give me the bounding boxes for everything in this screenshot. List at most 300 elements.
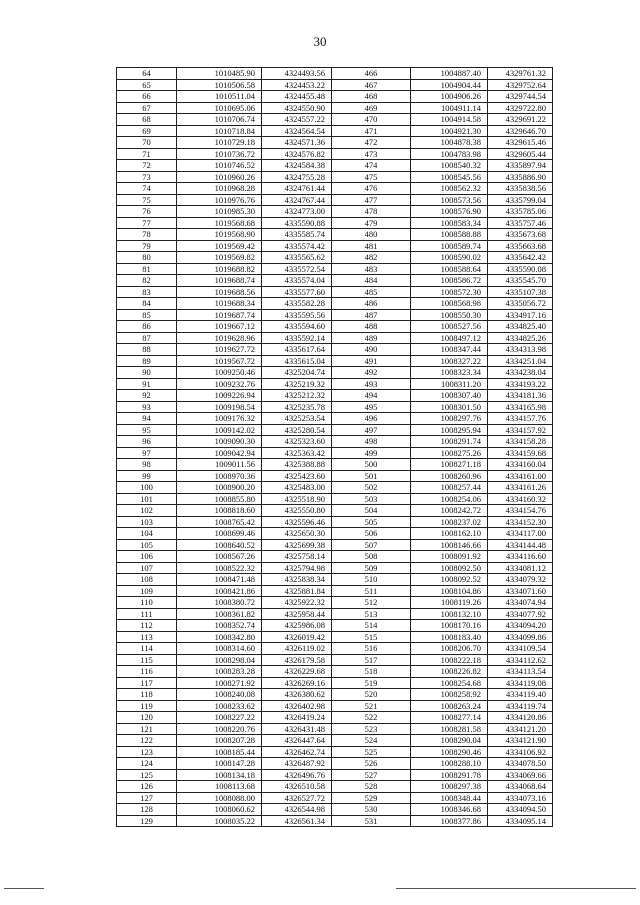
point-number-cell: 497: [332, 424, 411, 436]
x-coordinate-cell: 1019688.74: [177, 275, 262, 287]
point-number-cell: 66: [117, 91, 177, 103]
y-coordinate-cell: 4335590.88: [262, 217, 332, 229]
x-coordinate-cell: 1008699.46: [177, 528, 262, 540]
y-coordinate-cell: 4334158.28: [488, 436, 553, 448]
x-coordinate-cell: 1008471.48: [177, 574, 262, 586]
y-coordinate-cell: 4326269.16: [262, 677, 332, 689]
y-coordinate-cell: 4325388.88: [262, 459, 332, 471]
x-coordinate-cell: 1009142.02: [177, 424, 262, 436]
point-number-cell: 91: [117, 378, 177, 390]
x-coordinate-cell: 1010976.76: [177, 194, 262, 206]
x-coordinate-cell: 1010985.30: [177, 206, 262, 218]
table-row: [117, 332, 553, 344]
y-coordinate-cell: 4334119.74: [488, 700, 553, 712]
y-coordinate-cell: 4326179.58: [262, 654, 332, 666]
point-number-cell: 503: [332, 493, 411, 505]
x-coordinate-cell: 1009176.32: [177, 413, 262, 425]
y-coordinate-cell: 4325423.60: [262, 470, 332, 482]
point-number-cell: 119: [117, 700, 177, 712]
x-coordinate-cell: 1008497.12: [411, 332, 488, 344]
y-coordinate-cell: 4325794.98: [262, 562, 332, 574]
table-row: [117, 792, 553, 804]
point-number-cell: 498: [332, 436, 411, 448]
y-coordinate-cell: 4334071.60: [488, 585, 553, 597]
y-coordinate-cell: 4329722.80: [488, 102, 553, 114]
x-coordinate-cell: 1010511.04: [177, 91, 262, 103]
point-number-cell: 480: [332, 229, 411, 241]
y-coordinate-cell: 4334161.00: [488, 470, 553, 482]
y-coordinate-cell: 4324584.38: [262, 160, 332, 172]
point-number-cell: 72: [117, 160, 177, 172]
coordinates-table: [116, 67, 553, 827]
point-number-cell: 512: [332, 597, 411, 609]
y-coordinate-cell: 4334160.04: [488, 459, 553, 471]
table-row: [117, 171, 553, 183]
x-coordinate-cell: 1008348.44: [411, 792, 488, 804]
y-coordinate-cell: 4335673.68: [488, 229, 553, 241]
table-row: [117, 367, 553, 379]
table-row: [117, 482, 553, 494]
point-number-cell: 71: [117, 148, 177, 160]
y-coordinate-cell: 4326527.72: [262, 792, 332, 804]
y-coordinate-cell: 4334079.32: [488, 574, 553, 586]
point-number-cell: 84: [117, 298, 177, 310]
x-coordinate-cell: 1019568.90: [177, 229, 262, 241]
y-coordinate-cell: 4334073.16: [488, 792, 553, 804]
point-number-cell: 116: [117, 666, 177, 678]
point-number-cell: 523: [332, 723, 411, 735]
table-row: [117, 677, 553, 689]
x-coordinate-cell: 1008327.22: [411, 355, 488, 367]
x-coordinate-cell: 1008185.44: [177, 746, 262, 758]
x-coordinate-cell: 1008113.68: [177, 781, 262, 793]
y-coordinate-cell: 4334160.32: [488, 493, 553, 505]
point-number-cell: 482: [332, 252, 411, 264]
point-number-cell: 526: [332, 758, 411, 770]
point-number-cell: 68: [117, 114, 177, 126]
x-coordinate-cell: 1019667.12: [177, 321, 262, 333]
x-coordinate-cell: 1008765.42: [177, 516, 262, 528]
table-row: [117, 413, 553, 425]
y-coordinate-cell: 4326229.68: [262, 666, 332, 678]
point-number-cell: 475: [332, 171, 411, 183]
y-coordinate-cell: 4334106.92: [488, 746, 553, 758]
y-coordinate-cell: 4334077.92: [488, 608, 553, 620]
x-coordinate-cell: 1008271.92: [177, 677, 262, 689]
y-coordinate-cell: 4335107.38: [488, 286, 553, 298]
y-coordinate-cell: 4325219.32: [262, 378, 332, 390]
point-number-cell: 513: [332, 608, 411, 620]
y-coordinate-cell: 4326402.98: [262, 700, 332, 712]
x-coordinate-cell: 1008242.72: [411, 505, 488, 517]
table-row: [117, 240, 553, 252]
x-coordinate-cell: 1008283.28: [177, 666, 262, 678]
point-number-cell: 520: [332, 689, 411, 701]
y-coordinate-cell: 4334120.86: [488, 712, 553, 724]
y-coordinate-cell: 4335572.54: [262, 263, 332, 275]
point-number-cell: 501: [332, 470, 411, 482]
y-coordinate-cell: 4324493.56: [262, 68, 332, 80]
x-coordinate-cell: 1008576.90: [411, 206, 488, 218]
y-coordinate-cell: 4335582.28: [262, 298, 332, 310]
table-row: [117, 585, 553, 597]
point-number-cell: 474: [332, 160, 411, 172]
point-number-cell: 479: [332, 217, 411, 229]
point-number-cell: 486: [332, 298, 411, 310]
y-coordinate-cell: 4324755.28: [262, 171, 332, 183]
x-coordinate-cell: 1009198.54: [177, 401, 262, 413]
x-coordinate-cell: 1008295.94: [411, 424, 488, 436]
table-row: [117, 746, 553, 758]
point-number-cell: 69: [117, 125, 177, 137]
y-coordinate-cell: 4334081.12: [488, 562, 553, 574]
point-number-cell: 70: [117, 137, 177, 149]
x-coordinate-cell: 1008352.74: [177, 620, 262, 632]
x-coordinate-cell: 1019688.56: [177, 286, 262, 298]
table-row: [117, 194, 553, 206]
x-coordinate-cell: 1019567.72: [177, 355, 262, 367]
y-coordinate-cell: 4326496.76: [262, 769, 332, 781]
point-number-cell: 496: [332, 413, 411, 425]
point-number-cell: 477: [332, 194, 411, 206]
x-coordinate-cell: 1010706.74: [177, 114, 262, 126]
x-coordinate-cell: 1009226.94: [177, 390, 262, 402]
x-coordinate-cell: 1008258.92: [411, 689, 488, 701]
point-number-cell: 484: [332, 275, 411, 287]
point-number-cell: 65: [117, 79, 177, 91]
y-coordinate-cell: 4334119.08: [488, 677, 553, 689]
y-coordinate-cell: 4334109.54: [488, 643, 553, 655]
point-number-cell: 527: [332, 769, 411, 781]
table-row: [117, 252, 553, 264]
point-number-cell: 476: [332, 183, 411, 195]
y-coordinate-cell: 4329761.32: [488, 68, 553, 80]
x-coordinate-cell: 1008298.04: [177, 654, 262, 666]
x-coordinate-cell: 1008590.02: [411, 252, 488, 264]
x-coordinate-cell: 1008092.50: [411, 562, 488, 574]
table-row: [117, 769, 553, 781]
point-number-cell: 514: [332, 620, 411, 632]
y-coordinate-cell: 4326544.98: [262, 804, 332, 816]
point-number-cell: 114: [117, 643, 177, 655]
page-number: 30: [313, 34, 327, 49]
point-number-cell: 87: [117, 332, 177, 344]
point-number-cell: 106: [117, 551, 177, 563]
x-coordinate-cell: 1008855.80: [177, 493, 262, 505]
x-coordinate-cell: 1004783.98: [411, 148, 488, 160]
point-number-cell: 82: [117, 275, 177, 287]
x-coordinate-cell: 1019688.82: [177, 263, 262, 275]
point-number-cell: 88: [117, 344, 177, 356]
table-row: [117, 735, 553, 747]
y-coordinate-cell: 4334074.94: [488, 597, 553, 609]
point-number-cell: 94: [117, 413, 177, 425]
point-number-cell: 85: [117, 309, 177, 321]
table-row: [117, 436, 553, 448]
point-number-cell: 92: [117, 390, 177, 402]
y-coordinate-cell: 4335594.60: [262, 321, 332, 333]
y-coordinate-cell: 4324550.90: [262, 102, 332, 114]
table-row: [117, 562, 553, 574]
y-coordinate-cell: 4326510.58: [262, 781, 332, 793]
x-coordinate-cell: 1008545.56: [411, 171, 488, 183]
y-coordinate-cell: 4325758.14: [262, 551, 332, 563]
x-coordinate-cell: 1008091.92: [411, 551, 488, 563]
x-coordinate-cell: 1019568.68: [177, 217, 262, 229]
y-coordinate-cell: 4335574.04: [262, 275, 332, 287]
y-coordinate-cell: 4335545.70: [488, 275, 553, 287]
x-coordinate-cell: 1008311.20: [411, 378, 488, 390]
table-row: [117, 68, 553, 80]
y-coordinate-cell: 4329744.54: [488, 91, 553, 103]
y-coordinate-cell: 4334094.20: [488, 620, 553, 632]
point-number-cell: 511: [332, 585, 411, 597]
x-coordinate-cell: 1008527.56: [411, 321, 488, 333]
point-number-cell: 89: [117, 355, 177, 367]
table-row: [117, 91, 553, 103]
y-coordinate-cell: 4334157.76: [488, 413, 553, 425]
table-row: [117, 505, 553, 517]
table-row: [117, 758, 553, 770]
y-coordinate-cell: 4334113.54: [488, 666, 553, 678]
x-coordinate-cell: 1008183.40: [411, 631, 488, 643]
y-coordinate-cell: 4334144.48: [488, 539, 553, 551]
y-coordinate-cell: 4325699.38: [262, 539, 332, 551]
point-number-cell: 118: [117, 689, 177, 701]
point-number-cell: 115: [117, 654, 177, 666]
point-number-cell: 128: [117, 804, 177, 816]
y-coordinate-cell: 4334152.30: [488, 516, 553, 528]
x-coordinate-cell: 1009250.46: [177, 367, 262, 379]
point-number-cell: 121: [117, 723, 177, 735]
y-coordinate-cell: 4335785.06: [488, 206, 553, 218]
y-coordinate-cell: 4334825.40: [488, 321, 553, 333]
y-coordinate-cell: 4335838.56: [488, 183, 553, 195]
point-number-cell: 500: [332, 459, 411, 471]
point-number-cell: 83: [117, 286, 177, 298]
point-number-cell: 481: [332, 240, 411, 252]
table-row: [117, 608, 553, 620]
x-coordinate-cell: 1008088.00: [177, 792, 262, 804]
x-coordinate-cell: 1008263.24: [411, 700, 488, 712]
y-coordinate-cell: 4335757.46: [488, 217, 553, 229]
x-coordinate-cell: 1009042.94: [177, 447, 262, 459]
y-coordinate-cell: 4334117.00: [488, 528, 553, 540]
x-coordinate-cell: 1019628.96: [177, 332, 262, 344]
table-row: [117, 355, 553, 367]
point-number-cell: 478: [332, 206, 411, 218]
y-coordinate-cell: 4324767.44: [262, 194, 332, 206]
point-number-cell: 507: [332, 539, 411, 551]
point-number-cell: 113: [117, 631, 177, 643]
x-coordinate-cell: 1008900.20: [177, 482, 262, 494]
point-number-cell: 525: [332, 746, 411, 758]
x-coordinate-cell: 1004878.38: [411, 137, 488, 149]
table-row: [117, 183, 553, 195]
x-coordinate-cell: 1010968.28: [177, 183, 262, 195]
table-row: [117, 700, 553, 712]
y-coordinate-cell: 4334121.90: [488, 735, 553, 747]
point-number-cell: 64: [117, 68, 177, 80]
x-coordinate-cell: 1010506.58: [177, 79, 262, 91]
x-coordinate-cell: 1008572.30: [411, 286, 488, 298]
point-number-cell: 505: [332, 516, 411, 528]
x-coordinate-cell: 1008240.08: [177, 689, 262, 701]
point-number-cell: 73: [117, 171, 177, 183]
x-coordinate-cell: 1008588.88: [411, 229, 488, 241]
point-number-cell: 471: [332, 125, 411, 137]
point-number-cell: 100: [117, 482, 177, 494]
point-number-cell: 78: [117, 229, 177, 241]
y-coordinate-cell: 4335886.90: [488, 171, 553, 183]
y-coordinate-cell: 4325212.32: [262, 390, 332, 402]
x-coordinate-cell: 1008281.58: [411, 723, 488, 735]
point-number-cell: 67: [117, 102, 177, 114]
x-coordinate-cell: 1008297.76: [411, 413, 488, 425]
y-coordinate-cell: 4334069.66: [488, 769, 553, 781]
point-number-cell: 515: [332, 631, 411, 643]
point-number-cell: 521: [332, 700, 411, 712]
point-number-cell: 103: [117, 516, 177, 528]
y-coordinate-cell: 4335056.72: [488, 298, 553, 310]
y-coordinate-cell: 4325253.54: [262, 413, 332, 425]
y-coordinate-cell: 4335595.56: [262, 309, 332, 321]
x-coordinate-cell: 1008092.52: [411, 574, 488, 586]
footer-line-right: [396, 888, 636, 889]
x-coordinate-cell: 1008301.50: [411, 401, 488, 413]
x-coordinate-cell: 1019569.42: [177, 240, 262, 252]
point-number-cell: 483: [332, 263, 411, 275]
y-coordinate-cell: 4334238.04: [488, 367, 553, 379]
y-coordinate-cell: 4326462.74: [262, 746, 332, 758]
x-coordinate-cell: 1019687.74: [177, 309, 262, 321]
point-number-cell: 104: [117, 528, 177, 540]
x-coordinate-cell: 1008573.56: [411, 194, 488, 206]
y-coordinate-cell: 4334165.98: [488, 401, 553, 413]
table-row: [117, 148, 553, 160]
x-coordinate-cell: 1008277.14: [411, 712, 488, 724]
point-number-cell: 80: [117, 252, 177, 264]
point-number-cell: 99: [117, 470, 177, 482]
y-coordinate-cell: 4335590.08: [488, 263, 553, 275]
point-number-cell: 495: [332, 401, 411, 413]
y-coordinate-cell: 4334313.98: [488, 344, 553, 356]
y-coordinate-cell: 4334078.50: [488, 758, 553, 770]
point-number-cell: 90: [117, 367, 177, 379]
table-row: [117, 263, 553, 275]
y-coordinate-cell: 4329615.46: [488, 137, 553, 149]
x-coordinate-cell: 1008254.06: [411, 493, 488, 505]
table-row: [117, 804, 553, 816]
x-coordinate-cell: 1008134.18: [177, 769, 262, 781]
y-coordinate-cell: 4325483.00: [262, 482, 332, 494]
y-coordinate-cell: 4326487.92: [262, 758, 332, 770]
table-row: [117, 160, 553, 172]
x-coordinate-cell: 1010960.26: [177, 171, 262, 183]
point-number-cell: 125: [117, 769, 177, 781]
y-coordinate-cell: 4324557.22: [262, 114, 332, 126]
point-number-cell: 123: [117, 746, 177, 758]
x-coordinate-cell: 1008207.28: [177, 735, 262, 747]
point-number-cell: 467: [332, 79, 411, 91]
y-coordinate-cell: 4326019.42: [262, 631, 332, 643]
y-coordinate-cell: 4325518.90: [262, 493, 332, 505]
table-row: [117, 597, 553, 609]
point-number-cell: 491: [332, 355, 411, 367]
x-coordinate-cell: 1008291.78: [411, 769, 488, 781]
x-coordinate-cell: 1004911.14: [411, 102, 488, 114]
point-number-cell: 111: [117, 608, 177, 620]
table-row: [117, 321, 553, 333]
point-number-cell: 506: [332, 528, 411, 540]
x-coordinate-cell: 1008226.82: [411, 666, 488, 678]
y-coordinate-cell: 4334917.16: [488, 309, 553, 321]
x-coordinate-cell: 1019688.34: [177, 298, 262, 310]
table-row: [117, 723, 553, 735]
y-coordinate-cell: 4325235.78: [262, 401, 332, 413]
y-coordinate-cell: 4335663.68: [488, 240, 553, 252]
point-number-cell: 117: [117, 677, 177, 689]
y-coordinate-cell: 4335565.62: [262, 252, 332, 264]
y-coordinate-cell: 4326447.64: [262, 735, 332, 747]
point-number-cell: 487: [332, 309, 411, 321]
point-number-cell: 531: [332, 815, 411, 827]
point-number-cell: 502: [332, 482, 411, 494]
y-coordinate-cell: 4324773.00: [262, 206, 332, 218]
point-number-cell: 105: [117, 539, 177, 551]
table-row: [117, 815, 553, 827]
table-row: [117, 551, 553, 563]
y-coordinate-cell: 4334157.92: [488, 424, 553, 436]
point-number-cell: 124: [117, 758, 177, 770]
table-row: [117, 528, 553, 540]
x-coordinate-cell: 1004914.58: [411, 114, 488, 126]
x-coordinate-cell: 1008060.62: [177, 804, 262, 816]
table-row: [117, 114, 553, 126]
x-coordinate-cell: 1008314.60: [177, 643, 262, 655]
y-coordinate-cell: 4329752.64: [488, 79, 553, 91]
x-coordinate-cell: 1008588.64: [411, 263, 488, 275]
point-number-cell: 108: [117, 574, 177, 586]
point-number-cell: 75: [117, 194, 177, 206]
point-number-cell: 109: [117, 585, 177, 597]
point-number-cell: 122: [117, 735, 177, 747]
point-number-cell: 112: [117, 620, 177, 632]
table-row: [117, 206, 553, 218]
x-coordinate-cell: 1008104.86: [411, 585, 488, 597]
table-row: [117, 493, 553, 505]
x-coordinate-cell: 1008206.70: [411, 643, 488, 655]
x-coordinate-cell: 1008562.32: [411, 183, 488, 195]
x-coordinate-cell: 1008586.72: [411, 275, 488, 287]
y-coordinate-cell: 4334112.62: [488, 654, 553, 666]
x-coordinate-cell: 1008377.86: [411, 815, 488, 827]
point-number-cell: 79: [117, 240, 177, 252]
point-number-cell: 466: [332, 68, 411, 80]
x-coordinate-cell: 1008170.16: [411, 620, 488, 632]
x-coordinate-cell: 1008291.74: [411, 436, 488, 448]
y-coordinate-cell: 4334094.50: [488, 804, 553, 816]
x-coordinate-cell: 1008233.62: [177, 700, 262, 712]
x-coordinate-cell: 1008568.98: [411, 298, 488, 310]
point-number-cell: 77: [117, 217, 177, 229]
x-coordinate-cell: 1008147.28: [177, 758, 262, 770]
x-coordinate-cell: 1008035.22: [177, 815, 262, 827]
table-row: [117, 344, 553, 356]
y-coordinate-cell: 4326419.24: [262, 712, 332, 724]
table-row: [117, 712, 553, 724]
y-coordinate-cell: 4334095.14: [488, 815, 553, 827]
